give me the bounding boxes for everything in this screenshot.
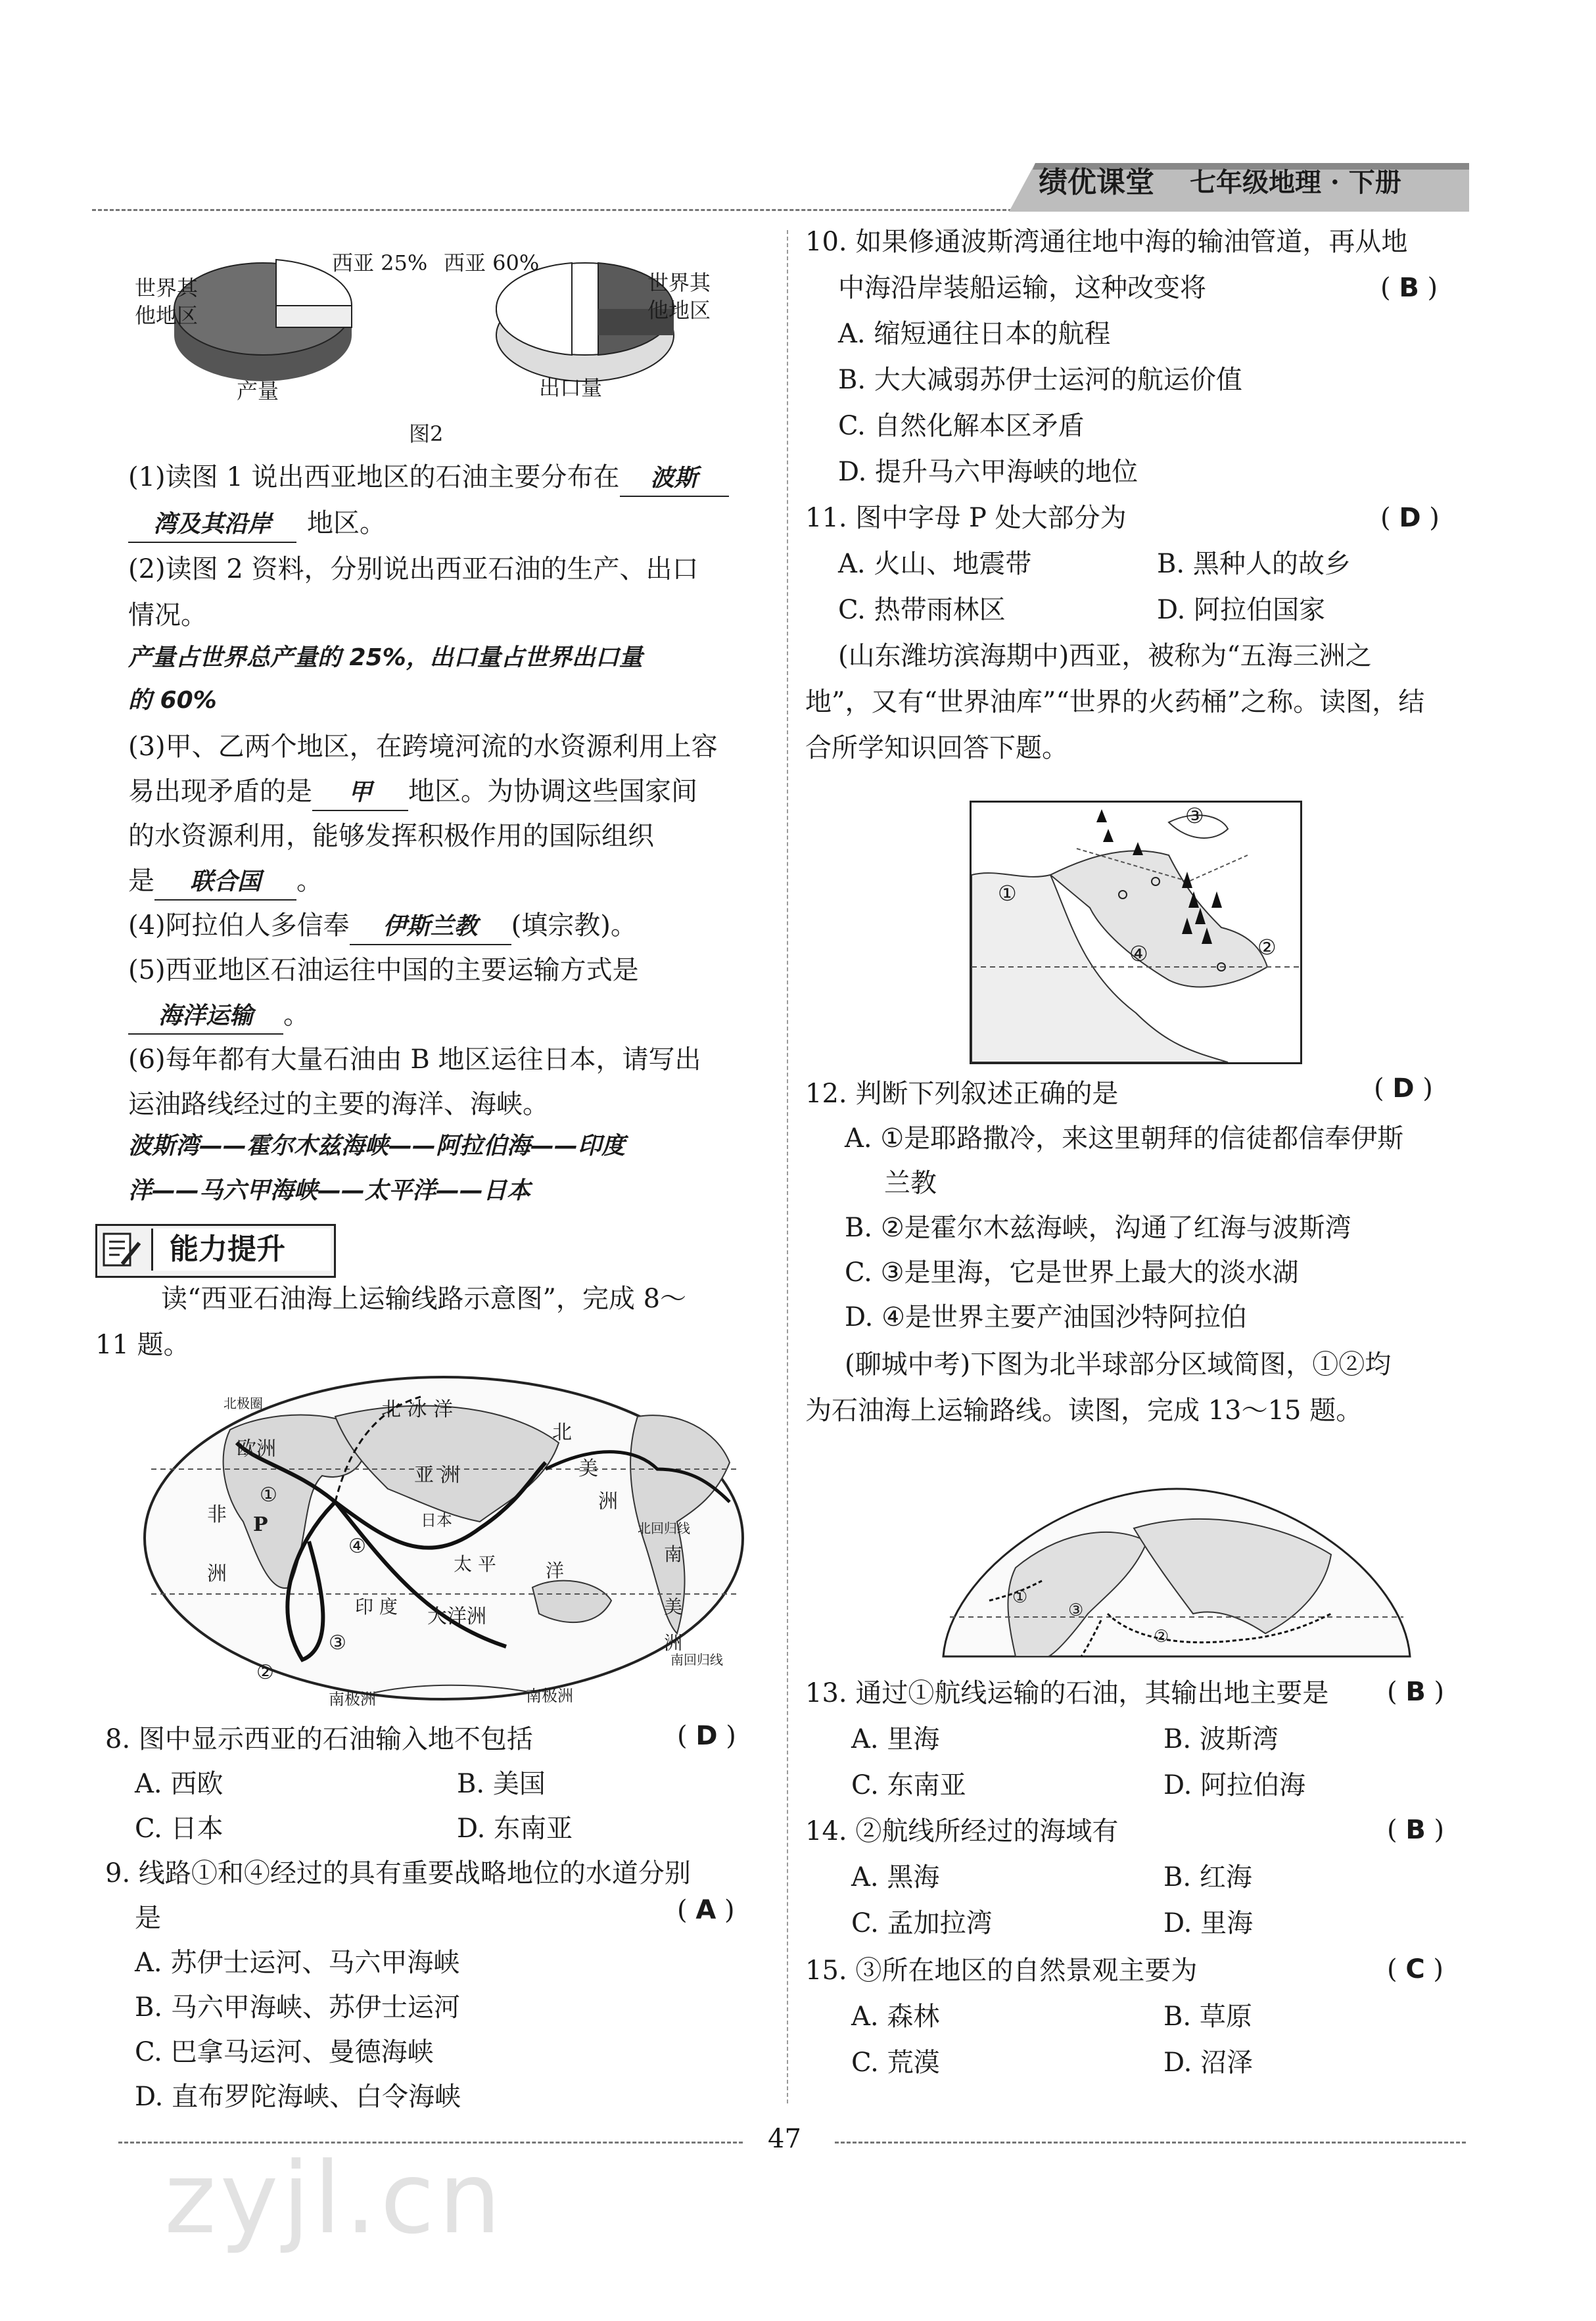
q9-text-2: 是 bbox=[135, 1903, 161, 1933]
map-label-route-1: ① bbox=[260, 1484, 277, 1507]
map-label-europe: 欧洲 bbox=[237, 1438, 276, 1461]
q8-option-a: A. 西欧 bbox=[135, 1769, 223, 1799]
map-label-route-4: ④ bbox=[348, 1535, 366, 1558]
q15-option-d: D. 沼泽 bbox=[1163, 2048, 1254, 2078]
map-label-america-2: 洲 bbox=[598, 1490, 618, 1513]
q13-text: 13. 通过①航线运输的石油，其输出地主要是 bbox=[805, 1678, 1329, 1708]
section-header bbox=[95, 1224, 336, 1278]
map-label-arctic-ocean: 北 冰 洋 bbox=[381, 1398, 454, 1421]
q11-option-d: D. 阿拉伯国家 bbox=[1157, 595, 1326, 625]
q5-text-2: 海洋运输 。 bbox=[128, 998, 310, 1035]
q11-option-c: C. 热带雨林区 bbox=[838, 595, 1006, 625]
q12-answer: ( D ) bbox=[1374, 1073, 1433, 1104]
q10-text: 10. 如果修通波斯湾通往地中海的输油管道，再从地 bbox=[805, 227, 1408, 257]
pencil-note-icon bbox=[103, 1231, 142, 1268]
map-label-north-am: 北 bbox=[552, 1421, 572, 1444]
pie1-rest-label-1: 世界其 bbox=[135, 275, 199, 300]
pie1-slice-label: 西亚 25% bbox=[332, 250, 428, 275]
q15-answer: ( C ) bbox=[1387, 1954, 1444, 1984]
map-label-pacific: 太 平 bbox=[454, 1553, 496, 1575]
intro2-text: (山东潍坊滨海期中)西亚，被称为“五海三洲之 bbox=[838, 641, 1372, 671]
map-label-america: 美 bbox=[578, 1457, 598, 1480]
header-title: 七年级地理 · 下册 bbox=[1190, 167, 1401, 198]
q10-option-d: D. 提升马六甲海峡的地位 bbox=[838, 457, 1138, 487]
q8-option-b: B. 美国 bbox=[457, 1769, 546, 1799]
intro2-text-2: 地”，又有“世界油库”“世界的火药桶”之称。读图，结 bbox=[805, 687, 1425, 717]
map2-label-4: ④ bbox=[1129, 941, 1148, 966]
section-title: 能力提升 bbox=[170, 1232, 285, 1266]
q9-option-c: C. 巴拿马运河、曼德海峡 bbox=[135, 2037, 434, 2067]
intro3-text: (聊城中考)下图为北半球部分区域简图，①②均 bbox=[845, 1349, 1392, 1380]
column-divider bbox=[787, 230, 788, 2103]
q4-text: (4)阿拉伯人多信奉 伊斯兰教 (填宗教)。 bbox=[128, 908, 637, 945]
q10-text-2: 中海沿岸装船运输，这种改变将 bbox=[838, 273, 1206, 303]
header-divider bbox=[92, 209, 1012, 211]
q6-answer-2: 洋——马六甲海峡——太平洋——日本 bbox=[128, 1177, 531, 1204]
map-label-south-am: 南 bbox=[664, 1543, 683, 1565]
map-label-antarctica: 南极洲 bbox=[329, 1690, 376, 1708]
map-label-s-tropic: 南回归线 bbox=[670, 1652, 723, 1668]
q13-option-c: C. 东南亚 bbox=[851, 1770, 966, 1800]
q8-text: 8. 图中显示西亚的石油输入地不包括 bbox=[105, 1724, 533, 1754]
q12-option-b: B. ②是霍尔木兹海峡，沟通了红海与波斯湾 bbox=[845, 1213, 1351, 1243]
q3-text: (3)甲、乙两个地区，在跨境河流的水资源利用上容 bbox=[128, 732, 718, 762]
pie1-title: 产量 bbox=[237, 379, 279, 404]
q12-option-c: C. ③是里海，它是世界上最大的淡水湖 bbox=[845, 1257, 1299, 1288]
q13-option-d: D. 阿拉伯海 bbox=[1163, 1770, 1306, 1800]
q14-option-c: C. 孟加拉湾 bbox=[851, 1908, 993, 1938]
q14-answer: ( B ) bbox=[1387, 1815, 1445, 1845]
map-label-n-tropic: 北回归线 bbox=[638, 1520, 690, 1536]
q3-text-4: 是 联合国 。 bbox=[128, 864, 323, 901]
west-asia-map bbox=[970, 801, 1302, 1064]
q12-option-a: A. ①是耶路撒冷，来这里朝拜的信徒都信奉伊斯 bbox=[845, 1123, 1404, 1154]
q13-option-b: B. 波斯湾 bbox=[1163, 1724, 1279, 1754]
map3-label-3: ③ bbox=[1068, 1601, 1084, 1620]
q9-option-a: A. 苏伊士运河、马六甲海峡 bbox=[135, 1948, 460, 1978]
pie2-title: 出口量 bbox=[539, 375, 603, 400]
intro-text: 读“西亚石油海上运输线路示意图”，完成 8～ bbox=[161, 1284, 687, 1314]
map-label-antarctica-2: 南极洲 bbox=[526, 1687, 573, 1705]
q1-text: (1)读图 1 说出西亚地区的石油主要分布在 波斯 bbox=[128, 460, 729, 497]
west-asia-map-graphic bbox=[972, 803, 1300, 1062]
q1-text-2: 湾及其沿岸 地区。 bbox=[128, 506, 386, 543]
q8-option-c: C. 日本 bbox=[135, 1814, 223, 1844]
q12-option-d: D. ④是世界主要产油国沙特阿拉伯 bbox=[845, 1302, 1247, 1332]
map-label-south-am-2: 美 bbox=[664, 1596, 683, 1618]
pie2-rest-label-2: 他地区 bbox=[647, 298, 711, 323]
map-label-oceania: 大洋洲 bbox=[427, 1605, 486, 1628]
q2-answer: 产量占世界总产量的 25%，出口量占世界出口量 bbox=[128, 644, 643, 671]
q11-option-a: A. 火山、地震带 bbox=[838, 549, 1032, 579]
q2-text: (2)读图 2 资料，分别说出西亚石油的生产、出口 bbox=[128, 554, 699, 584]
q10-option-b: B. 大大减弱苏伊士运河的航运价值 bbox=[838, 365, 1242, 395]
q6-text: (6)每年都有大量石油由 B 地区运往日本，请写出 bbox=[128, 1044, 701, 1075]
q15-text: 15. ③所在地区的自然景观主要为 bbox=[805, 1956, 1198, 1986]
pie-production bbox=[174, 260, 352, 381]
map3-label-2: ② bbox=[1154, 1627, 1169, 1647]
map2-label-1: ① bbox=[998, 881, 1017, 906]
q11-answer: ( D ) bbox=[1380, 503, 1440, 533]
q9-option-b: B. 马六甲海峡、苏伊士运河 bbox=[135, 1992, 460, 2023]
q15-option-a: A. 森林 bbox=[851, 2002, 940, 2032]
q3-text-2: 易出现矛盾的是 甲 地区。为协调这些国家间 bbox=[128, 774, 697, 811]
q6-answer: 波斯湾——霍尔木兹海峡——阿拉伯海——印度 bbox=[128, 1133, 626, 1160]
q9-option-d: D. 直布罗陀海峡、白令海峡 bbox=[135, 2082, 461, 2112]
q6-text-2: 运油路线经过的主要的海洋、海峡。 bbox=[128, 1089, 549, 1119]
q12-text: 12. 判断下列叙述正确的是 bbox=[805, 1079, 1119, 1109]
map2-label-2: ② bbox=[1257, 935, 1277, 960]
intro-text-2: 11 题。 bbox=[95, 1330, 190, 1360]
footer-divider-right bbox=[835, 2142, 1466, 2144]
northern-hemisphere-map bbox=[937, 1482, 1417, 1660]
q14-option-d: D. 里海 bbox=[1163, 1908, 1254, 1938]
q9-answer: ( A ) bbox=[677, 1895, 735, 1925]
watermark: zyjl.cn bbox=[164, 2142, 505, 2256]
map-label-arctic-circle: 北极圈 bbox=[223, 1395, 263, 1411]
map-label-p: P bbox=[253, 1513, 268, 1536]
q9-text: 9. 线路①和④经过的具有重要战略地位的水道分别 bbox=[105, 1858, 691, 1888]
map-label-pacific-2: 洋 bbox=[546, 1560, 565, 1582]
q13-answer: ( B ) bbox=[1387, 1677, 1445, 1707]
q11-option-b: B. 黑种人的故乡 bbox=[1157, 549, 1351, 579]
q11-text: 11. 图中字母 P 处大部分为 bbox=[805, 503, 1127, 533]
q10-answer: ( B ) bbox=[1380, 273, 1438, 303]
fig2-caption: 图2 bbox=[409, 421, 444, 446]
map-label-africa-2: 洲 bbox=[207, 1562, 227, 1585]
pie2-rest-label-1: 世界其 bbox=[647, 270, 711, 295]
page-number: 47 bbox=[768, 2124, 801, 2154]
q2-text-2: 情况。 bbox=[128, 600, 207, 630]
q14-option-a: A. 黑海 bbox=[851, 1862, 940, 1892]
q8-option-d: D. 东南亚 bbox=[457, 1814, 573, 1844]
map-label-route-2: ② bbox=[256, 1661, 274, 1684]
map-label-japan: 日本 bbox=[421, 1511, 452, 1530]
map-label-route-3: ③ bbox=[329, 1631, 346, 1654]
q14-option-b: B. 红海 bbox=[1163, 1862, 1252, 1892]
q10-option-a: A. 缩短通往日本的航程 bbox=[838, 319, 1111, 349]
intro2-text-3: 合所学知识回答下题。 bbox=[805, 733, 1068, 763]
map-label-asia: 亚 洲 bbox=[414, 1464, 460, 1487]
northern-hemisphere-graphic bbox=[937, 1482, 1417, 1660]
q3-text-3: 的水资源利用，能够发挥积极作用的国际组织 bbox=[128, 821, 654, 851]
q15-option-c: C. 荒漠 bbox=[851, 2048, 940, 2078]
map-label-indian: 印 度 bbox=[355, 1596, 398, 1618]
q5-text: (5)西亚地区石油运往中国的主要运输方式是 bbox=[128, 955, 639, 985]
pie2-slice-label: 西亚 60% bbox=[444, 250, 540, 275]
map2-label-3: ③ bbox=[1185, 803, 1204, 828]
q13-option-a: A. 里海 bbox=[851, 1724, 940, 1754]
pie1-rest-label-2: 他地区 bbox=[135, 303, 199, 328]
map-label-africa: 非 bbox=[207, 1503, 227, 1526]
q12-option-a-2: 兰教 bbox=[884, 1168, 937, 1198]
map3-label-1: ① bbox=[1012, 1587, 1028, 1607]
q14-text: 14. ②航线所经过的海域有 bbox=[805, 1816, 1119, 1846]
intro3-text-2: 为石油海上运输路线。读图，完成 13～15 题。 bbox=[805, 1395, 1363, 1426]
header-brand: 绩优课堂 bbox=[1039, 166, 1154, 199]
q10-option-c: C. 自然化解本区矛盾 bbox=[838, 411, 1085, 441]
q15-option-b: B. 草原 bbox=[1163, 2002, 1252, 2032]
map-label-south-am-3: 洲 bbox=[664, 1632, 683, 1654]
world-oil-route-map bbox=[138, 1371, 749, 1712]
q2-answer-2: 的 60% bbox=[128, 687, 217, 714]
q8-answer: ( D ) bbox=[677, 1721, 736, 1751]
